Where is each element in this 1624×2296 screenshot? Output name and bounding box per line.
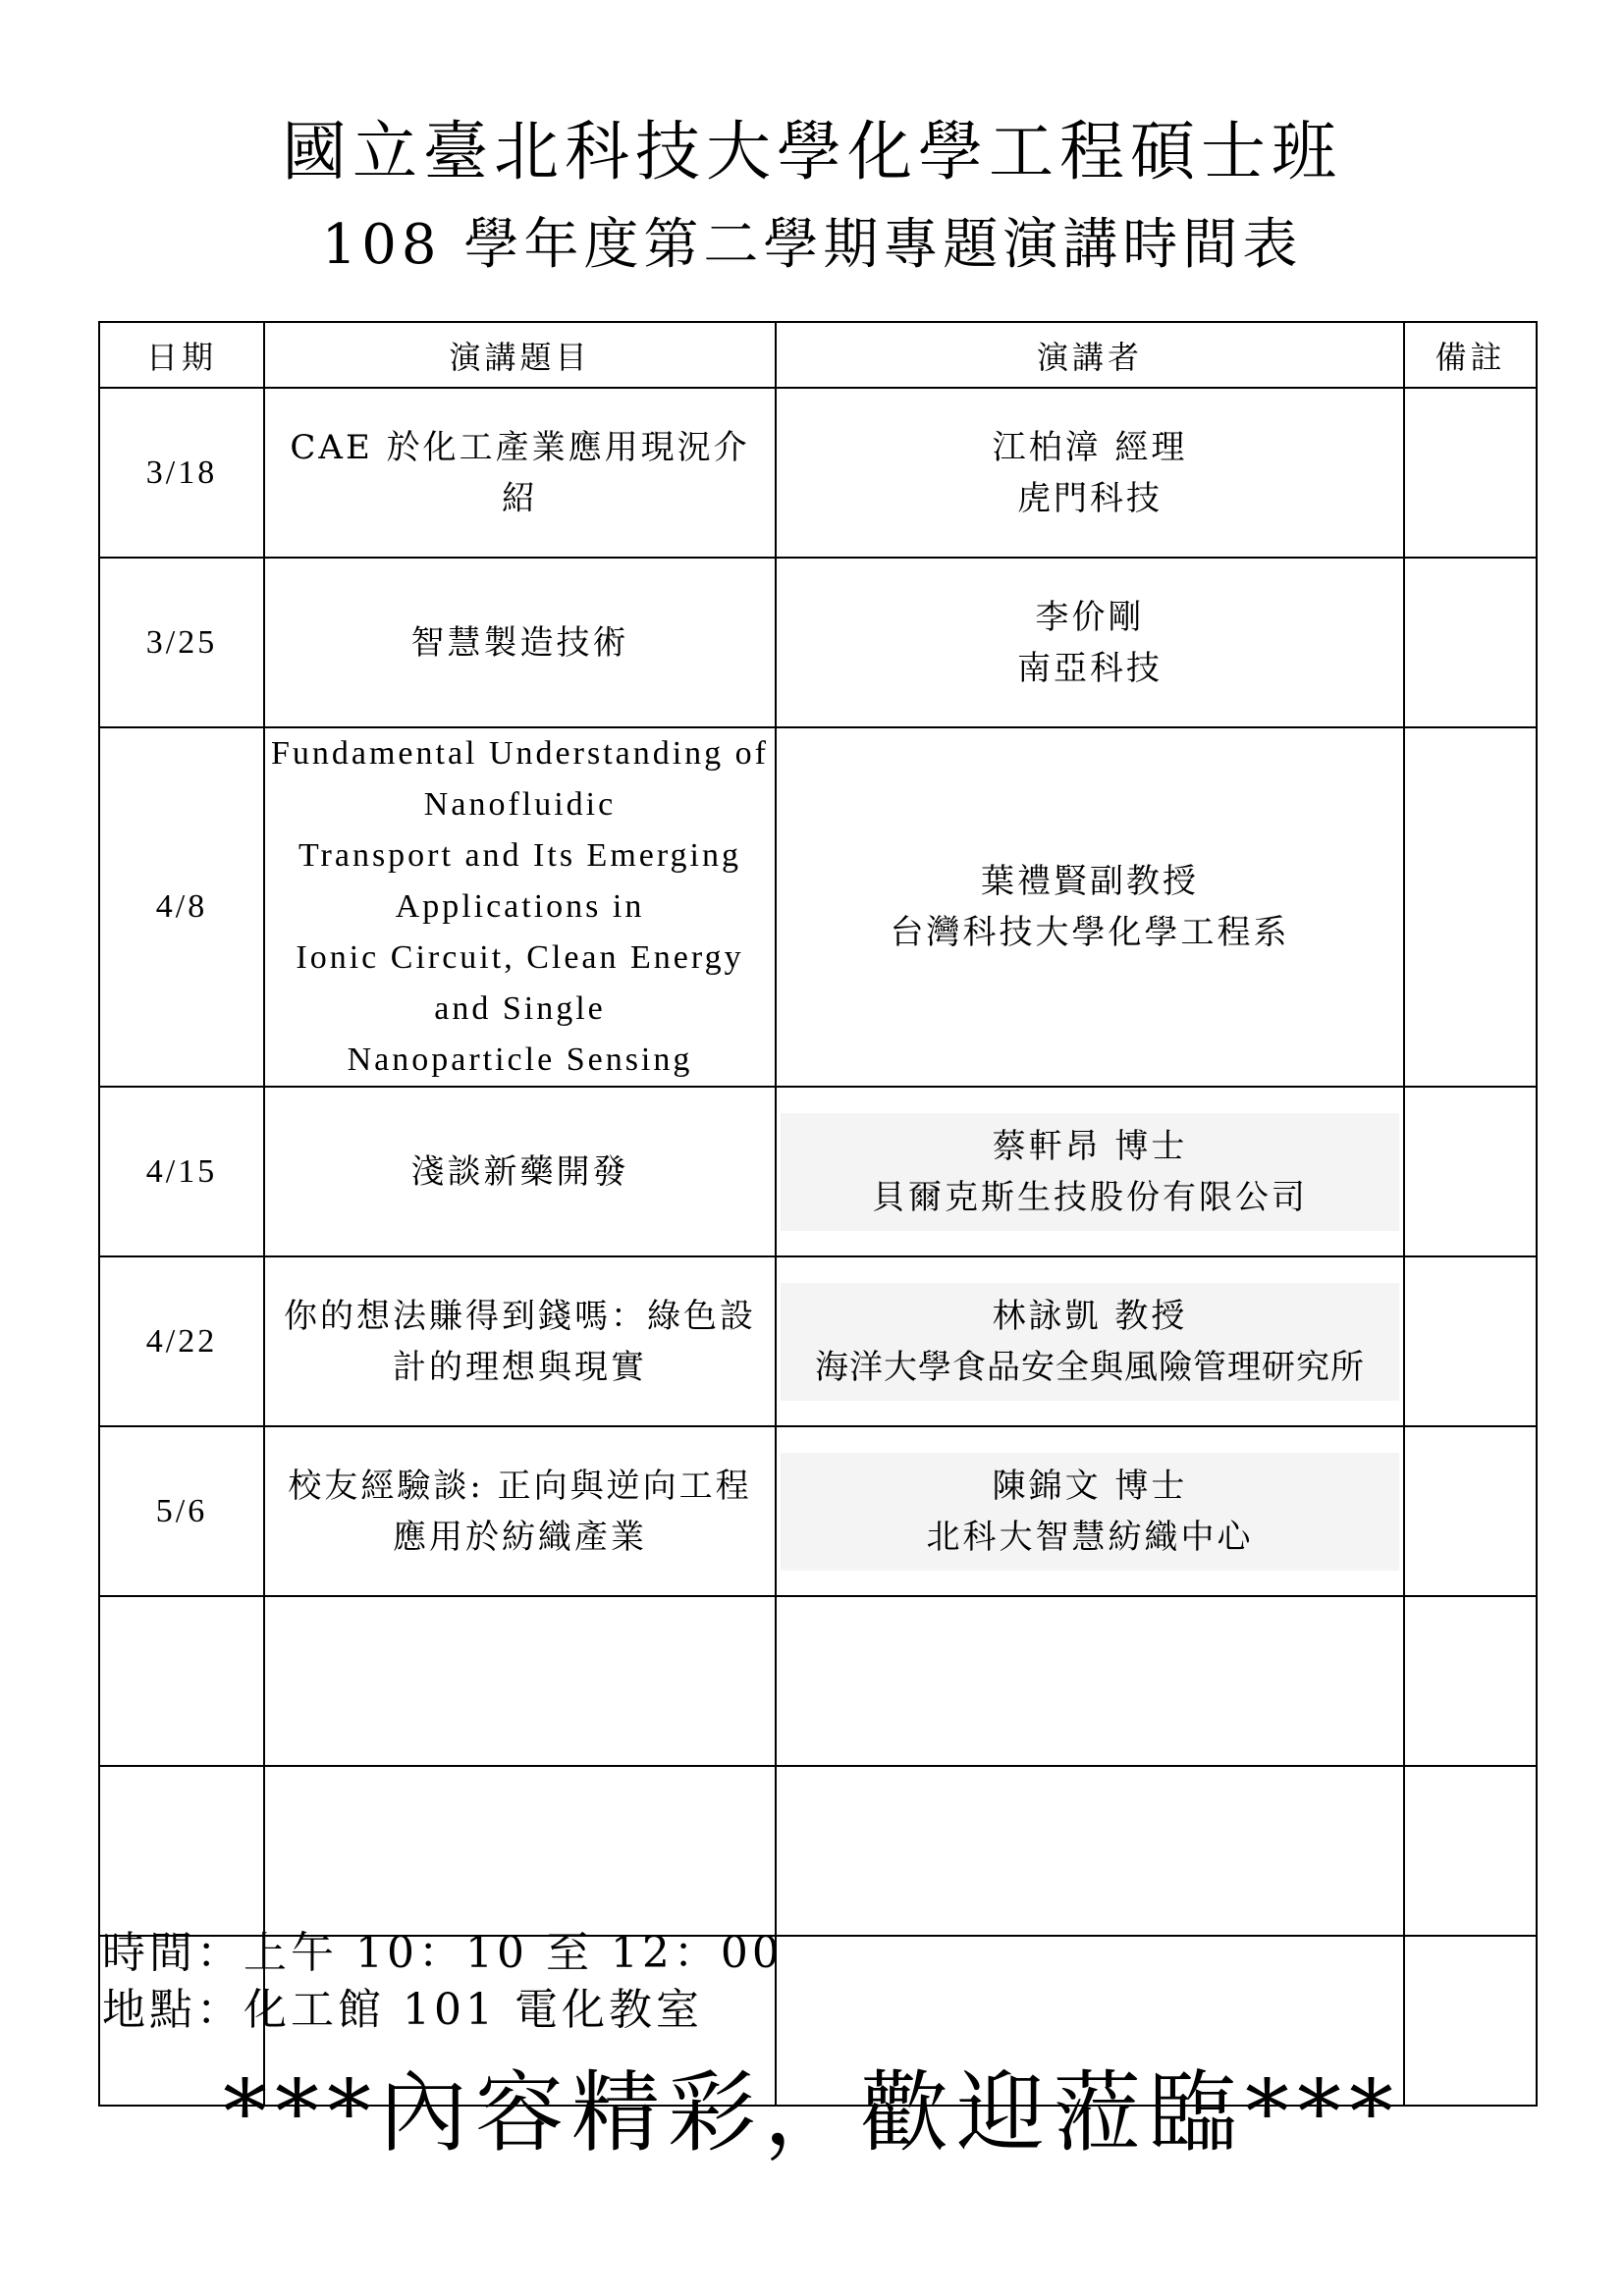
document-title: 國立臺北科技大學化學工程碩士班 — [282, 114, 1342, 189]
speaker-name: 李价剛 — [1035, 597, 1145, 637]
note-cell — [1404, 1426, 1537, 1596]
table-row — [99, 558, 1537, 727]
topic-line: 淺談新藥開發 — [410, 1151, 629, 1192]
table-row — [99, 1426, 1537, 1596]
speaker-name: 林詠凱 教授 — [992, 1296, 1188, 1336]
speaker-org: 南亞科技 — [1017, 648, 1163, 688]
date-cell: 4/15 — [99, 1087, 264, 1256]
empty-cell — [99, 1596, 264, 1766]
speaker-block — [781, 1113, 1399, 1231]
topic-line: 紹 — [502, 478, 538, 518]
topic-cell — [264, 558, 776, 727]
table-row — [99, 1256, 1537, 1426]
topic-line: 校友經驗談: 正向與逆向工程 — [288, 1466, 752, 1506]
welcome-slogan: ***內容精彩，歡迎蒞臨*** — [223, 2061, 1401, 2164]
column-header-topic: 演講題目 — [264, 322, 776, 388]
table-row — [99, 727, 1537, 1087]
empty-cell — [99, 1766, 264, 1936]
speaker-org: 虎門科技 — [1017, 478, 1163, 518]
speaker-name: 葉禮賢副教授 — [981, 862, 1199, 901]
note-cell — [1404, 558, 1537, 727]
topic-line: 計的理想與現實 — [393, 1347, 647, 1387]
column-header-speaker: 演講者 — [776, 322, 1404, 388]
empty-cell — [776, 1766, 1404, 1936]
topic-cell — [264, 388, 776, 558]
note-cell — [1404, 727, 1537, 1087]
topic-cell — [264, 727, 776, 1087]
speaker-name: 陳錦文 博士 — [992, 1466, 1188, 1506]
date-cell: 4/22 — [99, 1256, 264, 1426]
topic-line: CAE 於化工產業應用現況介 — [290, 427, 750, 467]
empty-cell — [264, 1596, 776, 1766]
speaker-cell — [776, 727, 1404, 1087]
topic-cell — [264, 1087, 776, 1256]
empty-cell — [264, 1766, 776, 1936]
table-header-row — [99, 322, 1537, 388]
topic-line: 應用於紡織產業 — [393, 1517, 647, 1557]
speaker-cell — [776, 558, 1404, 727]
topic-line: Ionic Circuit, Clean Energy and Single — [296, 939, 744, 1027]
date-cell: 3/25 — [99, 558, 264, 727]
speaker-cell — [776, 388, 1404, 558]
speaker-cell — [776, 1087, 1404, 1256]
topic-line: Nanoparticle Sensing — [347, 1041, 693, 1078]
table-row — [99, 1087, 1537, 1256]
place-info: 地點：化工館 101 電化教室 — [102, 1985, 703, 2035]
topic-line: 你的想法賺得到錢嗎：綠色設 — [284, 1296, 756, 1336]
speaker-org: 北科大智慧紡織中心 — [926, 1517, 1254, 1557]
document-subtitle: 108 學年度第二學期專題演講時間表 — [321, 213, 1303, 277]
speaker-org: 貝爾克斯生技股份有限公司 — [872, 1177, 1308, 1217]
speaker-org: 台灣科技大學化學工程系 — [890, 913, 1290, 952]
speaker-block — [781, 1283, 1399, 1401]
speaker-cell — [776, 1256, 1404, 1426]
empty-cell — [1404, 1766, 1537, 1936]
note-cell — [1404, 388, 1537, 558]
note-cell — [1404, 1256, 1537, 1426]
topic-line: 智慧製造技術 — [410, 622, 629, 663]
column-header-date: 日期 — [99, 322, 264, 388]
date-cell: 4/8 — [99, 727, 264, 1087]
empty-row — [99, 1596, 1537, 1766]
time-info: 時間：上午 10：10 至 12：00 — [102, 1928, 784, 1978]
speaker-cell — [776, 1426, 1404, 1596]
speaker-name: 江柏漳 經理 — [992, 427, 1188, 467]
empty-cell — [1404, 1596, 1537, 1766]
column-header-note: 備註 — [1404, 322, 1537, 388]
note-cell — [1404, 1087, 1537, 1256]
empty-cell — [776, 1596, 1404, 1766]
topic-cell — [264, 1256, 776, 1426]
speaker-block — [781, 1453, 1399, 1571]
topic-line: Transport and Its Emerging Applications in — [298, 837, 742, 925]
topic-cell — [264, 1426, 776, 1596]
topic-line: Fundamental Understanding of Nanofluidic — [270, 735, 770, 823]
schedule-table — [98, 321, 1538, 2107]
empty-row — [99, 1766, 1537, 1936]
date-cell: 5/6 — [99, 1426, 264, 1596]
table-row — [99, 388, 1537, 558]
speaker-org: 海洋大學食品安全與風險管理研究所 — [815, 1347, 1365, 1387]
date-cell: 3/18 — [99, 388, 264, 558]
speaker-name: 蔡軒昂 博士 — [992, 1126, 1188, 1166]
